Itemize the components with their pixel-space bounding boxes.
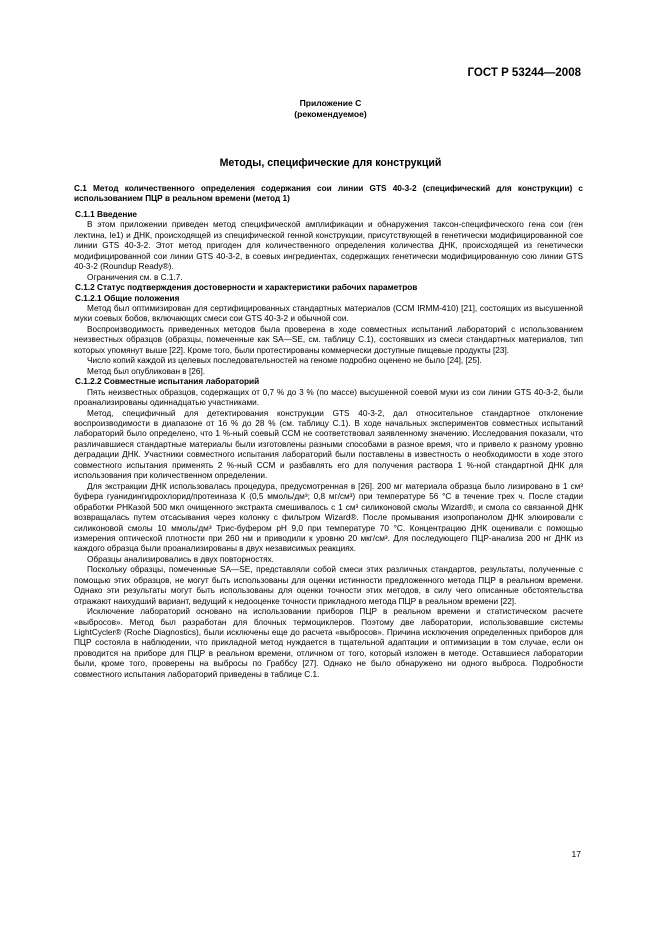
section-title: Методы, специфические для конструкций [219,157,442,169]
standard-number: ГОСТ Р 53244—2008 [467,67,581,79]
paragraph: Пять неизвестных образцов, содержащих от 0,7 % до 3 % (по массе) высушенной соевой муки из сои линии GTS 40-3-2, были проанализированы одиннадцатью участниками. [74,387,583,408]
document-body [74,184,583,680]
paragraph: Воспроизводимость приведенных методов была проверена в ходе совместных испытаний лабораторий с использованием неизвестных образцов (образцы, помеченные как SA—SE, см. таблицу С.1), состоявших из смеси стандартных материалов, тип которых упомянут выше [22]. Кроме того, были протестированы коммерчески доступные пищевые продукты [23]. [74,324,583,355]
annex-type: (рекомендуемое) [294,109,367,119]
paragraph: Ограничения см. в С.1.7. [87,272,183,282]
paragraph: В этом приложении приведен метод специфической амплификации и обнаружения таксон-специфического гена сои (ген лектина, le1) и ДНК, происходящей из специфической генной конструкции, присутствующей в генетически модифицированной сое линии GTS 40-3-2. Этот метод пригоден для количественного определения количества ДНК, происходящей из генетически модифицированной сои линии GTS 40-3-2, в соевых ингредиентах, содержащих генетически модифицированную сою линии GTS 40-3-2 (Roundup Ready®). [74,220,583,272]
paragraph: Для экстракции ДНК использовалась процедура, предусмотренная в [26]. 200 мг материала образца было лизировано в 1 см³ буфера гуанидингидрохлорид/протеиназа К (0,5 ммоль/дм³; 0,8 мг/см³) при температуре 56 °С в течение трех ч. После стадии обработки РНКазой 500 мкл очищенного экстракта смешивалось с 1 см³ силиконовой смолы Wizard®, и смола со связанной ДНК возвращалась путем отсасывания через колонку с фильтром Wizard®. После промывания изопропанолом ДНК элюировали с силиконовой смолы 10 ммоль/дм³ Трис-буфером рН 9,0 при температуре 70 °С. Концентрацию ДНК оценивали с помощью измерения оптической плотности при 260 нм и приводили к уровню 20 мкг/см³. Для последующего ПЦР-анализа 200 нг ДНК из каждого образца были проанализированы в двух независимых реакциях. [74,481,583,554]
clause-heading-c12: С.1.2 Статус подтверждения достоверности и характеристики рабочих параметров [75,283,418,293]
paragraph: Метод был оптимизирован для сертифицированных стандартных материалов (ССМ IRMM-410) [21], состоящих из высушенной муки соевых бобов, включающих смеси сои GTS 40-3-2 и обычной сои. [74,303,583,324]
paragraph: Исключение лабораторий основано на использовании приборов ПЦР в реальном времени и статистическом расчете «выбросов». Метод был разработан для блочных термоциклеров. Поэтому две лаборатории, использовавшие системы LightCycler® (Roche Diagnostics), были исключены еще до расчета «выбросов». Причина исключения определенных приборов для ПЦР состояла в наблюдении, что прикладной метод нуждается в тщательной адаптации и оптимизации в том случае, если он проводится на приборе для ПЦР в реальном времени, отличном от того, который изложен в методе. Оставшиеся лаборатории были, кроме того, проверены на выбросы по Граббсу [27]. Однако не было обнаружено ни одного выброса. Подробности совместного испытания лабораторий приведены в таблице С.1. [74,607,583,679]
paragraph: Метод, специфичный для детектирования конструкции GTS 40-3-2, дал относительное стандартное отклонение воспроизводимости в диапазоне от 16 % до 28 % (см. таблицу С.1). В ходе начальных экспериментов совместных испытаний лабораторий было определено, что 1 %-ный соевый ССМ не соответствовал заявленному значению. Исследования показали, что различавшиеся стандартные материалы были изготовлены разными способами в разное время, что и привело к разному уровню деградации ДНК. Участники совместного испытания лабораторий были поставлены в известность о необходимости в ходе этого совместного испытания применять 2 %-ный ССМ и разбавлять его для получения раствора 1 %-ной стандартной ДНК для использования при количественном определении. [74,408,583,481]
annex-title: Приложение С [299,98,362,108]
annex-heading [0,98,661,120]
paragraph: Число копий каждой из целевых последовательностей на геноме подробно оценено не было [24], [25]. [87,356,482,366]
clause-heading-c1: С.1 Метод количественного определения содержания сои линии GTS 40-3-2 (специфический для конструкции) с использованием ПЦР в реальном времени (метод 1) [74,184,583,204]
clause-heading-c121: С.1.2.1 Общие положения [75,293,180,303]
paragraph: Поскольку образцы, помеченные SA—SE, представляли собой смеси этих различных стандартов, результаты, полученные с помощью этих образцов, не могут быть использованы для оценки истинности предложенного метода ПЦР в реальном времени. Однако эти результаты могут быть использованы для оценки точности этих методов, в силу чего описанные обстоятельства отражают наихудший вариант, ведущий к недооценке точности прикладного метода ПЦР в реальном времени [22]. [74,565,583,606]
clause-heading-c11: С.1.1 Введение [75,209,137,219]
paragraph: Образцы анализировались в двух повторностях. [87,554,274,564]
paragraph: Метод был опубликован в [26]. [87,366,206,376]
clause-heading-c122: С.1.2.2 Совместные испытания лабораторий [75,377,260,387]
page-number: 17 [571,849,581,859]
